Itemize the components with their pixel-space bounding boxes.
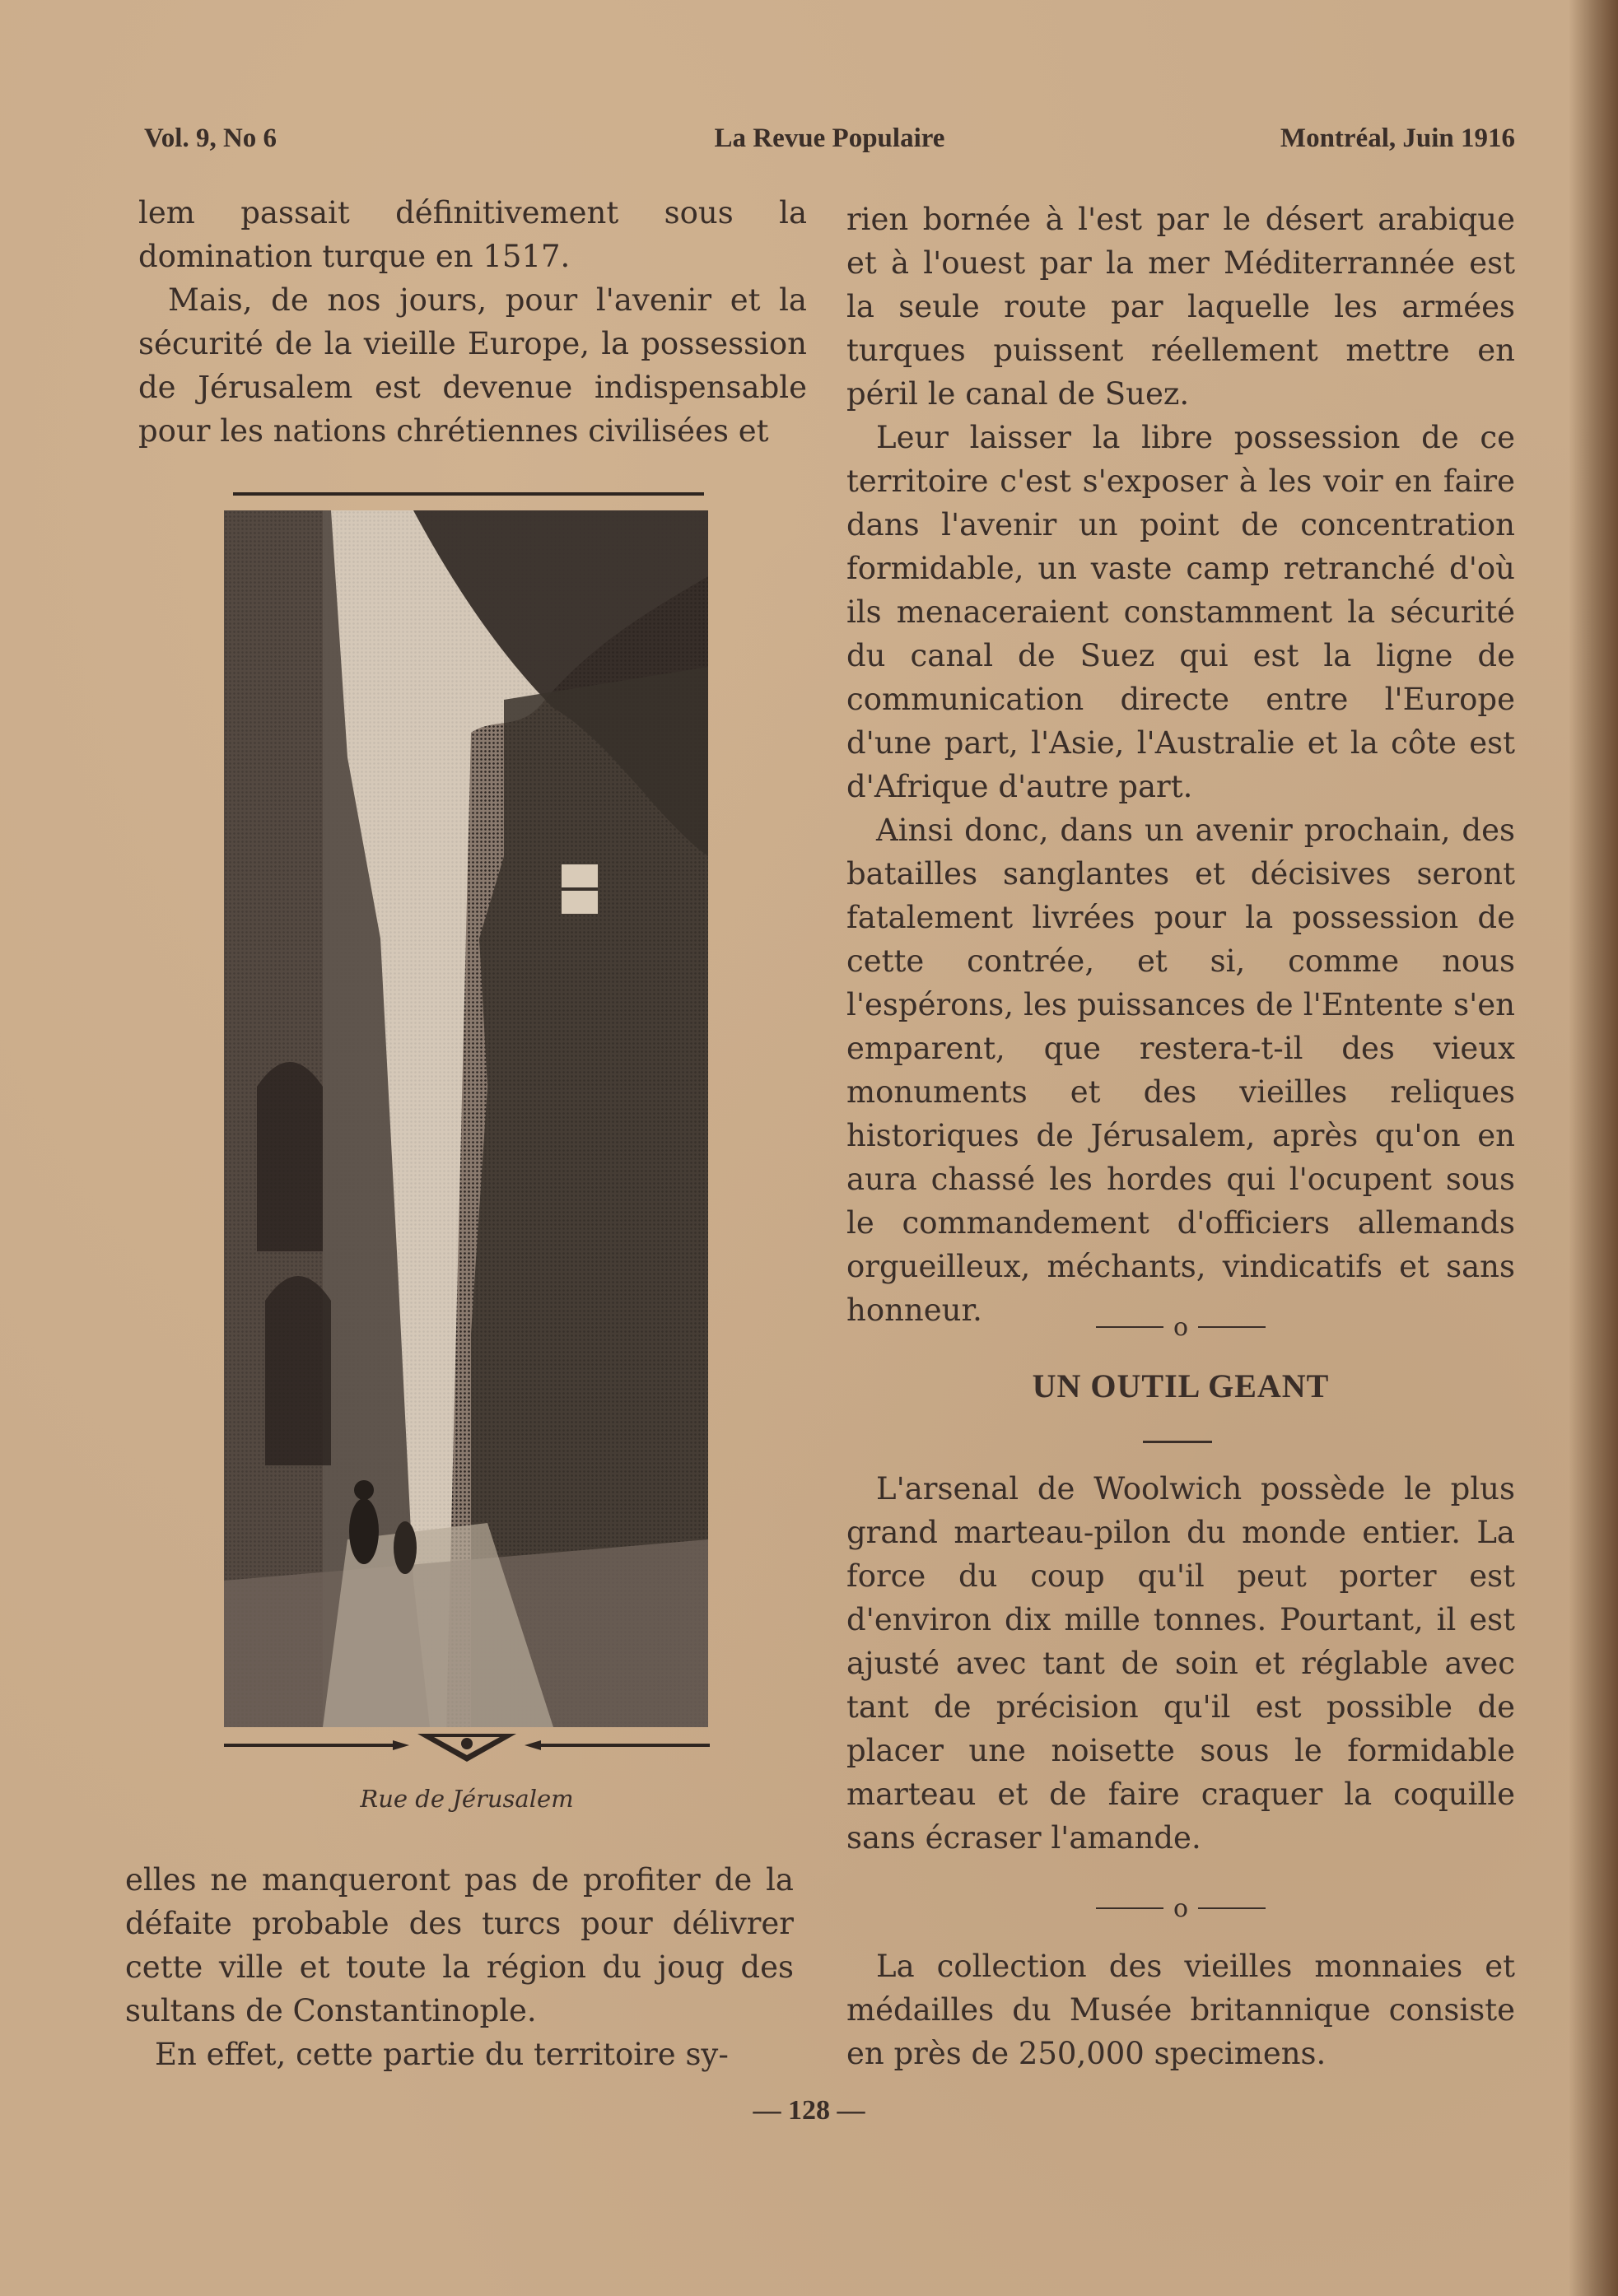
- right-column-top: [846, 198, 1515, 1332]
- section-separator: [846, 1892, 1515, 1925]
- separator-mark: o: [1173, 1312, 1189, 1342]
- title-rule: [1143, 1441, 1212, 1443]
- left-column-top: [138, 191, 807, 453]
- publication-title: La Revue Populaire: [714, 123, 945, 153]
- left-column-bottom: [125, 1858, 794, 2076]
- paragraph: En effet, cette partie du territoire sy-: [155, 2037, 729, 2072]
- photo-halftone-illustration: [224, 510, 708, 1727]
- volume-number: Vol. 9, No 6: [144, 123, 277, 153]
- paragraph: rien bornée à l'est par le désert arabique et à l'ouest par la mer Méditerrannée est la seule route par laquelle les armées turques puissent réellement mettre en péril le canal de Suez.: [846, 202, 1515, 412]
- figure-top-rule: [233, 492, 704, 496]
- paragraph: Leur laisser la libre possession de ce territoire c'est s'exposer à les voir en faire dans l'avenir un point de concentration formidable, un vaste camp retranché d'où ils menaceraient constamment la sécurité du canal de Suez qui est la ligne de communication directe entre l'Europe d'une part, l'Asie, l'Australie et la côte est d'Afrique d'autre part.: [846, 420, 1515, 804]
- book-spine-shadow: [1569, 0, 1618, 2296]
- section-separator: [846, 1311, 1515, 1344]
- paragraph: La collection des vieilles monnaies et médailles du Musée britannique consiste en près de 250,000 specimens.: [846, 1949, 1515, 2071]
- separator-line: [1198, 1907, 1266, 1909]
- page-number: — 128 —: [753, 2095, 865, 2126]
- separator-mark: o: [1173, 1893, 1189, 1923]
- jerusalem-street-photo: [224, 510, 708, 1727]
- paragraph: Mais, de nos jours, pour l'avenir et la sécurité de la vieille Europe, la possession de Jérusalem est devenue indispensable pour les nations chrétiennes civilisées et: [138, 282, 807, 449]
- separator-line: [1096, 1907, 1163, 1909]
- separator-line: [1096, 1326, 1163, 1328]
- article-outil-geant: [846, 1467, 1515, 1860]
- article-title: UN OUTIL GEANT: [1032, 1367, 1330, 1404]
- paragraph: L'arsenal de Woolwich possède le plus grand marteau-pilon du monde entier. La force du coup qu'il peut porter est d'environ dix mille tonnes. Pourtant, il est ajusté avec tant de soin et réglable avec tant de précision qu'il est possible de placer une noisette sous le formidable marteau et de faire craquer la coquille sans écraser l'amande.: [846, 1471, 1515, 1856]
- article-monnaies: [846, 1944, 1515, 2075]
- place-date: Montréal, Juin 1916: [1280, 123, 1515, 153]
- page-header: [144, 123, 1515, 165]
- paragraph: Ainsi donc, dans un avenir prochain, des batailles sanglantes et décisives seront fatalement livrées pour la possession de cette contrée, et si, comme nous l'espérons, les puissances de l'Entente s'en emparent, que restera-t-il des vieux monuments et des vieilles reliques historiques de Jérusalem, après qu'on en aura chassé les hordes qui l'ocupent sous le commandement d'officiers allemands orgueilleux, méchants, vindicatifs et sans honneur.: [846, 813, 1515, 1328]
- figure-ornament: [224, 1727, 710, 1768]
- paragraph: lem passait définitivement sous la domination turque en 1517.: [138, 195, 807, 274]
- paragraph: elles ne manqueront pas de profiter de la défaite probable des turcs pour délivrer cette ville et toute la région du joug des sultans de Constantinople.: [125, 1862, 794, 2028]
- separator-line: [1198, 1326, 1266, 1328]
- figure-caption: Rue de Jérusalem: [360, 1785, 574, 1813]
